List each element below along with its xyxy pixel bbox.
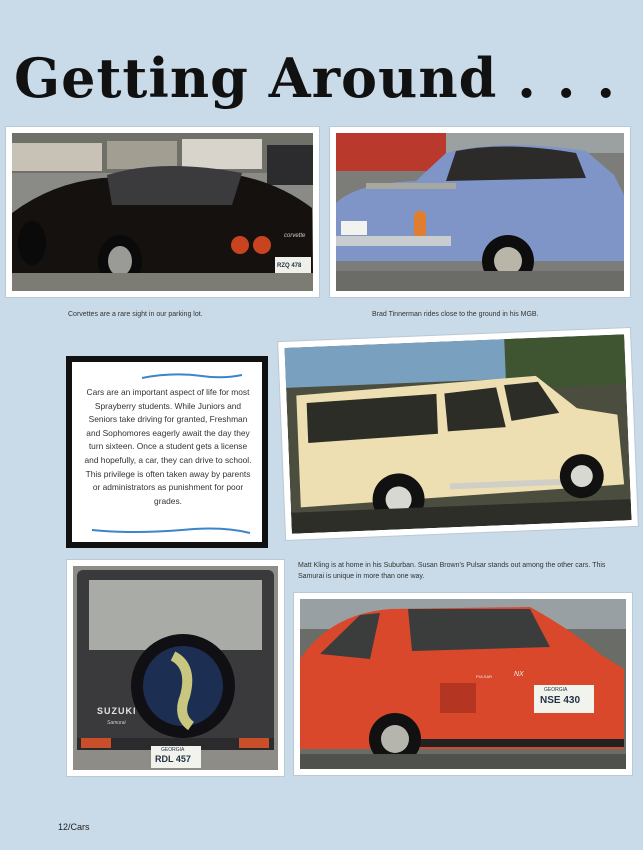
mgb-photo: [330, 127, 630, 297]
intro-paragraph: Cars are an important aspect of life for most Sprayberry students. While Juniors and Seniors take driving for granted, Freshman and Sophomores eagerly await the day they turn sixteen. Once a student gets a license and hopefully, a car, they can drive to school. This privilege is often taken away by parents or administrators as punishment for poor grades.: [84, 387, 252, 506]
suburban-photo: [278, 328, 638, 540]
pulsar-plate: NSE 430: [540, 695, 581, 706]
corvette-plate: RZQ 478: [277, 263, 302, 269]
pulsar-photo: [294, 593, 632, 775]
samurai-photo: [67, 560, 284, 776]
corvette-caption: Corvettes are a rare sight in our parking lot.: [68, 311, 203, 318]
corvette-badge: corvette: [284, 233, 306, 239]
mgb-caption: Brad Tinnerman rides close to the ground in his MGB.: [372, 311, 539, 318]
samurai-badge: Samurai: [107, 720, 126, 726]
samurai-plate: RDL 457: [155, 754, 191, 764]
page-title: Getting Around . . .: [14, 46, 617, 110]
pulsar-badge: PULSAR: [476, 674, 493, 679]
nx-badge: NX: [514, 671, 524, 678]
page-number: 12/Cars: [58, 822, 90, 832]
intro-text-box: [66, 356, 268, 548]
corvette-photo: [6, 127, 319, 297]
suburban-caption: Matt Kling is at home in his Suburban. Susan Brown's Pulsar stands out among the other cars. This Samurai is unique in more than one way.: [298, 562, 606, 580]
pulsar-plate-state: GEORGIA: [544, 687, 568, 693]
samurai-plate-state: GEORGIA: [161, 747, 185, 753]
suzuki-badge: SUZUKI: [97, 706, 137, 716]
